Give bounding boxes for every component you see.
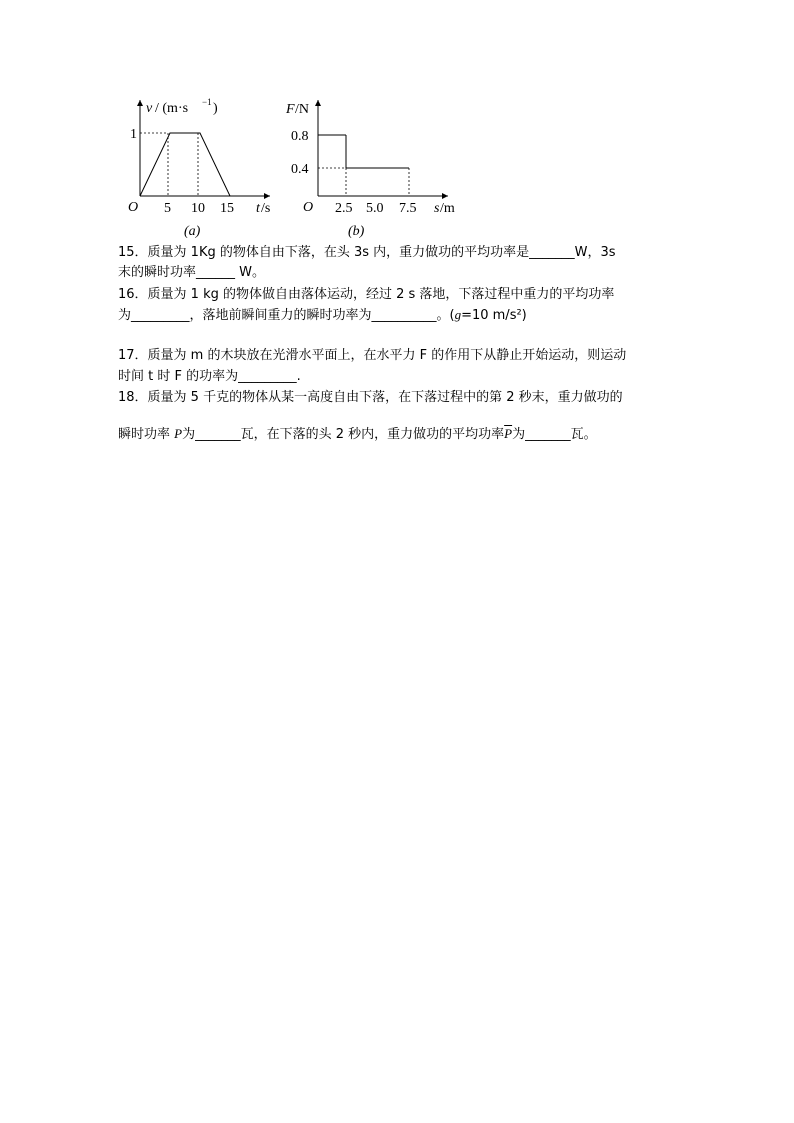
fig-b-xtick-25: 2.5: [335, 201, 353, 216]
fig-a-velocity-line: [140, 133, 230, 196]
question-17-line-1: 17．质量为 m 的木块放在光滑水平面上，在水平力 F 的作用下从静止开始运动，则运动: [118, 348, 627, 363]
question-15-line-2: 末的瞬时功率______ W。: [118, 265, 265, 280]
figures-svg: [118, 95, 478, 245]
fig-b-ytick-04: 0.4: [291, 162, 309, 177]
figures: [118, 95, 478, 245]
question-16-line-1: 16．质量为 1 kg 的物体做自由落体运动，经过 2 s 落地，下落过程中重力的平均功率: [118, 287, 615, 302]
fig-b-xlabel-var: s: [434, 201, 440, 216]
fig-a-ylabel-unit: / (m·s: [155, 101, 189, 116]
fig-a-ytick-1: 1: [130, 127, 137, 142]
figure-a: [128, 97, 270, 239]
fig-a-xtick-10: 10: [191, 201, 205, 216]
fig-a-ylabel-var: v: [146, 101, 153, 116]
fig-b-caption: (b): [348, 224, 365, 239]
fig-a-xlabel-var: t: [256, 201, 260, 216]
fig-b-xtick-50: 5.0: [366, 201, 384, 216]
fig-a-ylabel-exp: −1: [202, 97, 212, 107]
fig-b-ylabel-unit: /N: [295, 102, 309, 117]
fig-a-ylabel-close: ): [213, 101, 218, 116]
figure-b: [285, 100, 455, 239]
question-17-line-2: 时间 t 时 F 的功率为_________.: [118, 369, 301, 384]
fig-b-origin: O: [303, 200, 314, 215]
fig-a-origin: O: [128, 200, 139, 215]
question-18-line-2: 瞬时功率 P为_______瓦，在下落的头 2 秒内，重力做功的平均功率$\overline{P}$为_______瓦。: [118, 426, 597, 442]
question-16-line-2: 为_________，落地前瞬间重力的瞬时功率为__________。(g=10 m/s²): [118, 307, 527, 323]
fig-b-ylabel-var: F: [286, 102, 295, 117]
fig-b-ytick-08: 0.8: [291, 129, 309, 144]
fig-a-xtick-5: 5: [164, 201, 171, 216]
question-15-line-1: 15．质量为 1Kg 的物体自由下落，在头 3s 内，重力做功的平均功率是_______W，3s: [118, 245, 616, 260]
fig-a-xtick-15: 15: [220, 201, 234, 216]
fig-a-caption: (a): [184, 224, 201, 239]
fig-b-xtick-75: 7.5: [399, 201, 417, 216]
fig-b-xlabel-unit: /m: [440, 201, 455, 216]
fig-a-xlabel-unit: /s: [261, 201, 271, 216]
question-18-line-1: 18．质量为 5 千克的物体从某一高度自由下落，在下落过程中的第 2 秒末，重力做功的: [118, 390, 623, 405]
